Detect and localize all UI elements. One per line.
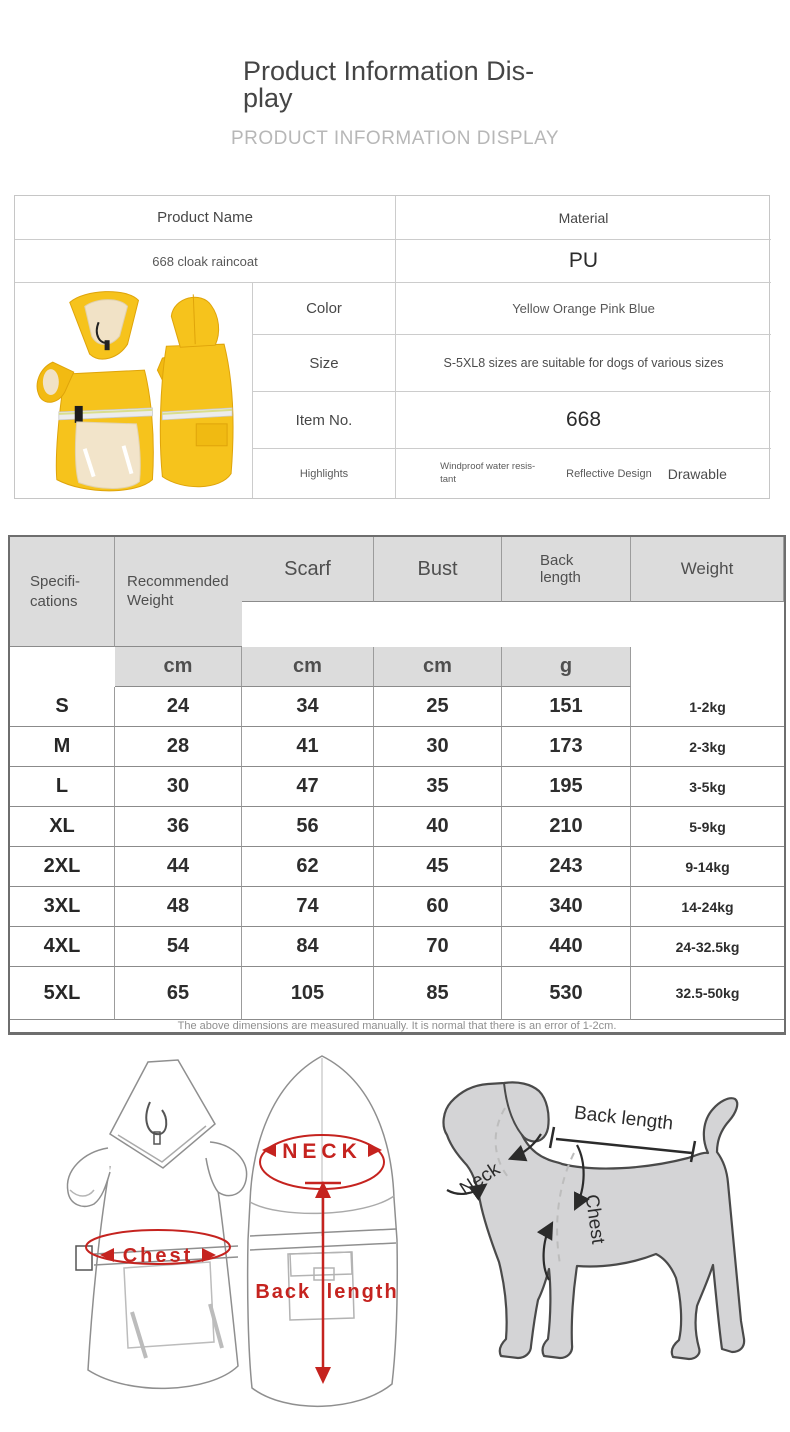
- highlights-value: [396, 449, 771, 498]
- row-5xl-size: 5XL: [10, 967, 115, 1020]
- row-3xl-scarf: 48: [115, 887, 242, 927]
- row-3xl-bust: 74: [242, 887, 374, 927]
- header-bust: Bust: [374, 537, 502, 602]
- row-xl-scarf: 36: [115, 807, 242, 847]
- color-value: Yellow Orange Pink Blue: [396, 283, 771, 335]
- row-s-scarf: 24: [115, 687, 242, 727]
- product-name-value: 668 cloak raincoat: [15, 240, 396, 283]
- row-xl-bust: 56: [242, 807, 374, 847]
- item-no-label: Item No.: [253, 392, 396, 449]
- row-4xl-weight: 440: [502, 927, 631, 967]
- row-xl-weight: 210: [502, 807, 631, 847]
- raincoat-back-view: [160, 294, 233, 486]
- material-header: Material: [396, 196, 771, 240]
- unit-scarf: cm: [115, 647, 242, 687]
- row-s-recommended: 1-2kg: [631, 687, 784, 727]
- row-s-bust: 34: [242, 687, 374, 727]
- coat-sketch-front: [67, 1060, 246, 1388]
- row-2xl-recommended: 9-14kg: [631, 847, 784, 887]
- page-title-line2: play: [243, 83, 293, 113]
- row-m-recommended: 2-3kg: [631, 727, 784, 767]
- header-specifications: Specifi-cations: [10, 537, 115, 647]
- row-3xl-recommended: 14-24kg: [631, 887, 784, 927]
- row-4xl-size: 4XL: [10, 927, 115, 967]
- product-info-table: [14, 195, 770, 499]
- row-l-back: 35: [374, 767, 502, 807]
- row-xl-back: 40: [374, 807, 502, 847]
- row-4xl-back: 70: [374, 927, 502, 967]
- row-s-back: 25: [374, 687, 502, 727]
- row-l-size: L: [10, 767, 115, 807]
- row-2xl-size: 2XL: [10, 847, 115, 887]
- raincoat-photo-illustration: [15, 284, 252, 498]
- row-5xl-scarf: 65: [115, 967, 242, 1020]
- row-xl-recommended: 5-9kg: [631, 807, 784, 847]
- row-m-scarf: 28: [115, 727, 242, 767]
- row-2xl-scarf: 44: [115, 847, 242, 887]
- row-5xl-bust: 105: [242, 967, 374, 1020]
- row-m-back: 30: [374, 727, 502, 767]
- highlight-drawable: Drawable: [667, 465, 727, 482]
- highlights-label: Highlights: [253, 449, 396, 498]
- row-m-weight: 173: [502, 727, 631, 767]
- row-4xl-bust: 84: [242, 927, 374, 967]
- header-back-length: Back length: [502, 537, 631, 602]
- product-name-header: Product Name: [15, 196, 396, 240]
- header-weight: Weight: [631, 537, 784, 602]
- row-5xl-recommended: 32.5-50kg: [631, 967, 784, 1020]
- item-no-value: 668: [396, 392, 771, 449]
- dog-back-length-label: Back length: [573, 1102, 675, 1135]
- row-3xl-back: 60: [374, 887, 502, 927]
- color-label: Color: [253, 283, 396, 335]
- page-title-line1: Product Information Dis-: [243, 56, 535, 86]
- row-l-weight: 195: [502, 767, 631, 807]
- row-l-bust: 47: [242, 767, 374, 807]
- unit-bust: cm: [242, 647, 374, 687]
- row-s-size: S: [10, 687, 115, 727]
- size-spec-table: [8, 535, 786, 1035]
- page-subtitle: PRODUCT INFORMATION DISPLAY: [230, 128, 560, 149]
- row-3xl-weight: 340: [502, 887, 631, 927]
- chest-label: Chest: [122, 1245, 194, 1267]
- row-4xl-recommended: 24-32.5kg: [631, 927, 784, 967]
- row-3xl-size: 3XL: [10, 887, 115, 927]
- row-l-recommended: 3-5kg: [631, 767, 784, 807]
- row-5xl-weight: 530: [502, 967, 631, 1020]
- dog-neck-label: Neck: [456, 1158, 504, 1200]
- row-5xl-back: 85: [374, 967, 502, 1020]
- row-2xl-bust: 62: [242, 847, 374, 887]
- row-m-size: M: [10, 727, 115, 767]
- material-value: PU: [396, 240, 771, 283]
- measurement-diagrams: [0, 1040, 790, 1427]
- neck-label: NECK: [282, 1140, 362, 1163]
- size-value: S-5XL8 sizes are suitable for dogs of various sizes: [396, 335, 771, 392]
- product-photo: [15, 283, 253, 498]
- row-l-scarf: 30: [115, 767, 242, 807]
- row-4xl-scarf: 54: [115, 927, 242, 967]
- highlights-list: [432, 461, 735, 486]
- row-s-weight: 151: [502, 687, 631, 727]
- row-xl-size: XL: [10, 807, 115, 847]
- header-recommended-weight: Recommended Weight: [115, 537, 242, 647]
- dog-diagram: [444, 1082, 745, 1359]
- header-scarf: Scarf: [242, 537, 374, 602]
- dog-chest-label: Chest: [580, 1193, 609, 1246]
- row-2xl-weight: 243: [502, 847, 631, 887]
- row-2xl-back: 45: [374, 847, 502, 887]
- size-label: Size: [253, 335, 396, 392]
- page-title: [243, 58, 534, 112]
- highlight-windproof: Windproof water resis-tant: [440, 461, 536, 485]
- unit-weight: g: [502, 647, 631, 687]
- measurement-note: The above dimensions are measured manually. It is normal that there is an error of 1-2cm.: [10, 1020, 784, 1032]
- back-length-label: Back length: [255, 1281, 399, 1303]
- row-m-bust: 41: [242, 727, 374, 767]
- measurement-diagram-svg: [0, 1040, 790, 1427]
- highlight-reflective: Reflective Design: [566, 467, 652, 480]
- unit-back-length: cm: [374, 647, 502, 687]
